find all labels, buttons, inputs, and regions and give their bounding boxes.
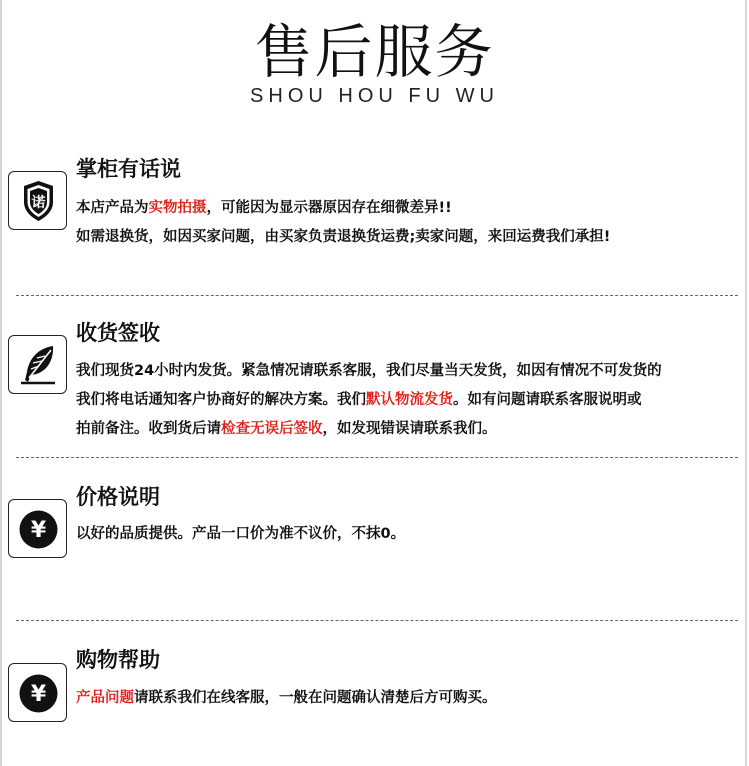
section-text-line: 如需退换货，如因买家问题，由买家负责退换货运费;卖家问题，来回运费我们承担! xyxy=(76,229,611,245)
section-heading: 购物帮助 xyxy=(76,648,160,672)
section-icon-box xyxy=(8,171,67,230)
section-heading: 掌柜有话说 xyxy=(76,157,181,181)
section-icon-box xyxy=(8,663,67,722)
yen-icon xyxy=(9,664,68,723)
section-icon-box xyxy=(8,335,67,394)
section-divider xyxy=(16,457,738,458)
page-title: 售后服务 xyxy=(254,18,495,86)
section-text-line: 产品问题请联系我们在线客服，一般在问题确认清楚后方可购买。 xyxy=(76,690,497,706)
page-border-left xyxy=(0,0,2,766)
yen-glyph: ¥ xyxy=(30,682,47,707)
section-heading: 价格说明 xyxy=(76,485,160,509)
yen-icon xyxy=(9,500,68,559)
shield-promise-icon xyxy=(9,172,68,231)
yen-glyph: ¥ xyxy=(30,518,47,543)
section-text-line: 拍前备注。收到货后请检查无误后签收，如发现错误请联系我们。 xyxy=(76,421,497,437)
highlight-text: 检查无误后签收 xyxy=(221,421,323,437)
section-text-line: 我们将电话通知客户协商好的解决方案。我们默认物流发货。如有问题请联系客服说明或 xyxy=(76,392,642,408)
page-subtitle: SHOU HOU FU WU xyxy=(250,85,499,107)
feather-icon xyxy=(9,336,68,395)
highlight-text: 产品问题 xyxy=(76,690,134,706)
section-icon-box xyxy=(8,499,67,558)
section-text-line: 本店产品为实物拍摄，可能因为显示器原因存在细微差异!! xyxy=(76,200,452,216)
shield-icon-glyph: 诺 xyxy=(31,195,46,211)
section-divider xyxy=(16,295,738,296)
section-divider xyxy=(16,620,738,621)
section-text-line: 我们现货24小时内发货。紧急情况请联系客服，我们尽量当天发货，如因有情况不可发货的 xyxy=(76,363,662,379)
page-border-right xyxy=(745,0,747,766)
section-text-line: 以好的品质提供。产品一口价为准不议价，不抹0。 xyxy=(76,526,406,542)
highlight-text: 实物拍摄 xyxy=(148,200,207,216)
highlight-text: 默认物流发货 xyxy=(366,392,453,408)
section-heading: 收货签收 xyxy=(76,321,160,345)
